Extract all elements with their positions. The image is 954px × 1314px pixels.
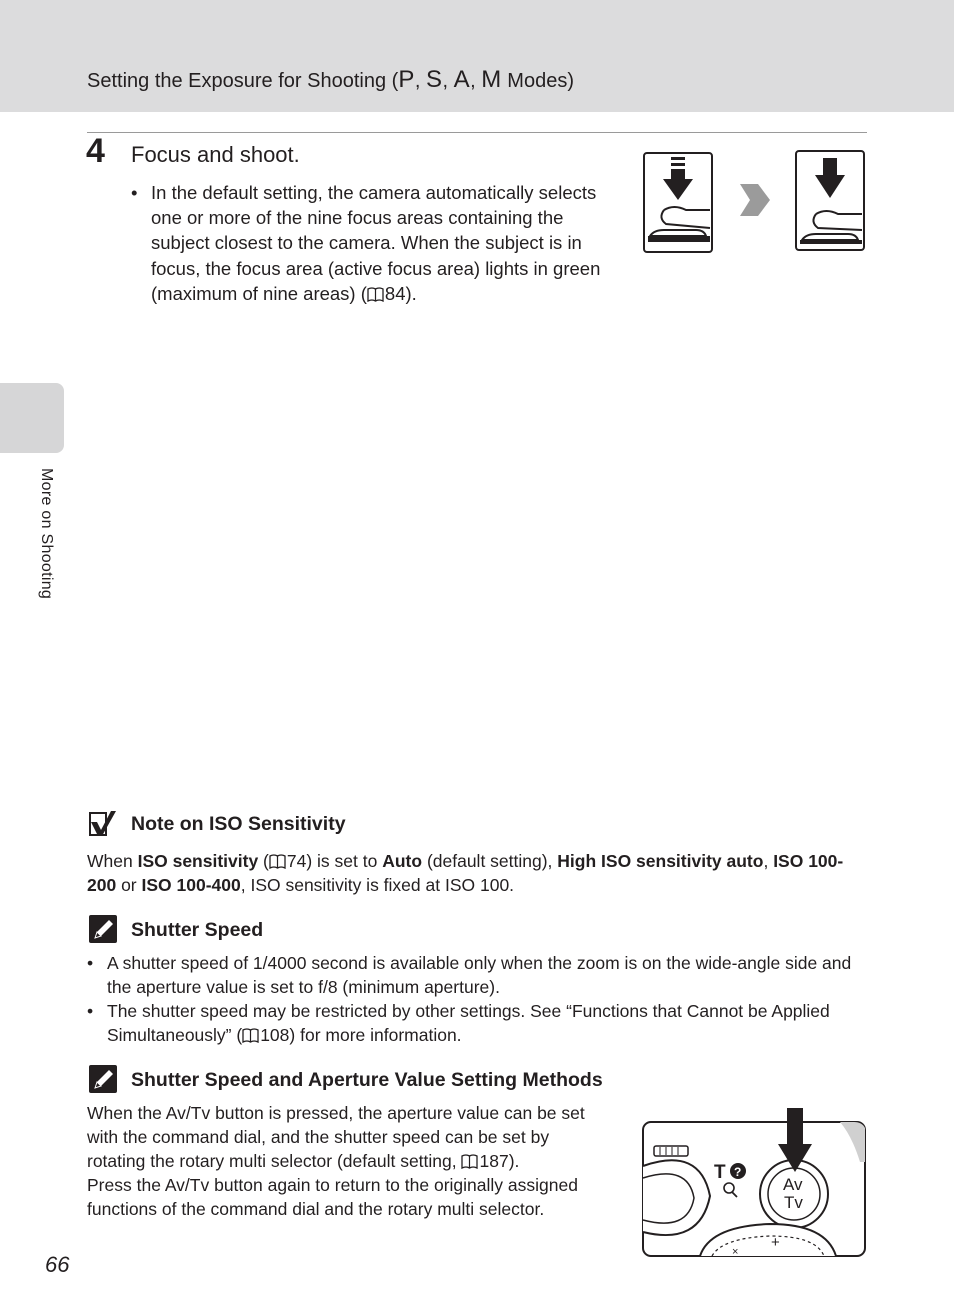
- list-item: • A shutter speed of 1/4000 second is available only when the zoom is on the wide-angle side and the aperture value is set to f/8 (minimum aperture).: [87, 953, 852, 997]
- section-tab: [0, 383, 64, 453]
- av-label: Av: [783, 1175, 803, 1194]
- step-title: Focus and shoot.: [131, 142, 300, 167]
- mode-s: S: [425, 66, 443, 93]
- note-heading: Note on ISO Sensitivity: [131, 813, 346, 835]
- book-ref-icon: [461, 1154, 478, 1169]
- pencil-note-icon: [88, 1064, 118, 1094]
- header-rule: [87, 132, 867, 133]
- page-header-title: Setting the Exposure for Shooting (P, S, A, M Modes): [87, 66, 574, 93]
- methods-body: When the Av/Tv button is pressed, the aperture value can be set with the command dial, and the shutter speed can be set by rotating the rotary multi selector (default setting, 187). Press the Av/Tv button again to return to the originally assigned functions of the command dial and the rotary multi selector.: [87, 1103, 585, 1219]
- svg-text:+: +: [771, 1234, 780, 1251]
- tv-label: Tv: [784, 1193, 803, 1212]
- half-press-panel: [644, 153, 712, 252]
- pencil-note-icon: [88, 914, 118, 944]
- shutter-speed-list: [87, 951, 867, 1047]
- av-tv-button-illustration: [640, 1106, 868, 1258]
- book-ref-icon: [367, 287, 384, 302]
- shutter-press-illustration: [640, 148, 868, 256]
- full-press-panel: [796, 151, 864, 250]
- section-tab-label: More on Shooting: [38, 468, 55, 600]
- arrow-right-icon: [740, 184, 770, 216]
- svg-text:?: ?: [734, 1165, 742, 1179]
- mode-p: P: [398, 66, 415, 93]
- step-bullet: • In the default setting, the camera automatically selects one or more of the nine focus areas containing the subject closest to the camera. When the subject is in focus, the focus area (active focus area) lights in green (maximum of nine areas) ( 84).: [131, 182, 601, 304]
- list-item: • The shutter speed may be restricted by other settings. See “Functions that Cannot be Applied Simultaneously” ( 108) for more information.: [87, 1001, 830, 1045]
- svg-text:×: ×: [732, 1246, 739, 1258]
- book-ref-icon: [269, 854, 286, 869]
- bullet-dot: •: [131, 182, 138, 203]
- zoom-t-label: T: [714, 1162, 726, 1183]
- header-band: [0, 0, 954, 112]
- methods-heading: Shutter Speed and Aperture Value Setting Methods: [131, 1069, 603, 1091]
- checkmark-note-icon: [88, 808, 118, 838]
- mode-m: M: [481, 66, 502, 93]
- page-number: 66: [45, 1252, 70, 1277]
- shutter-speed-heading: Shutter Speed: [131, 919, 264, 941]
- note-body: When ISO sensitivity ( 74) is set to Auto (default setting), High ISO sensitivity auto, ISO 100-200 or ISO 100-400, ISO sensitivity is fixed at ISO 100.: [87, 851, 844, 895]
- book-ref-icon: [242, 1028, 259, 1043]
- mode-a: A: [453, 66, 471, 93]
- step-number: 4: [86, 132, 105, 170]
